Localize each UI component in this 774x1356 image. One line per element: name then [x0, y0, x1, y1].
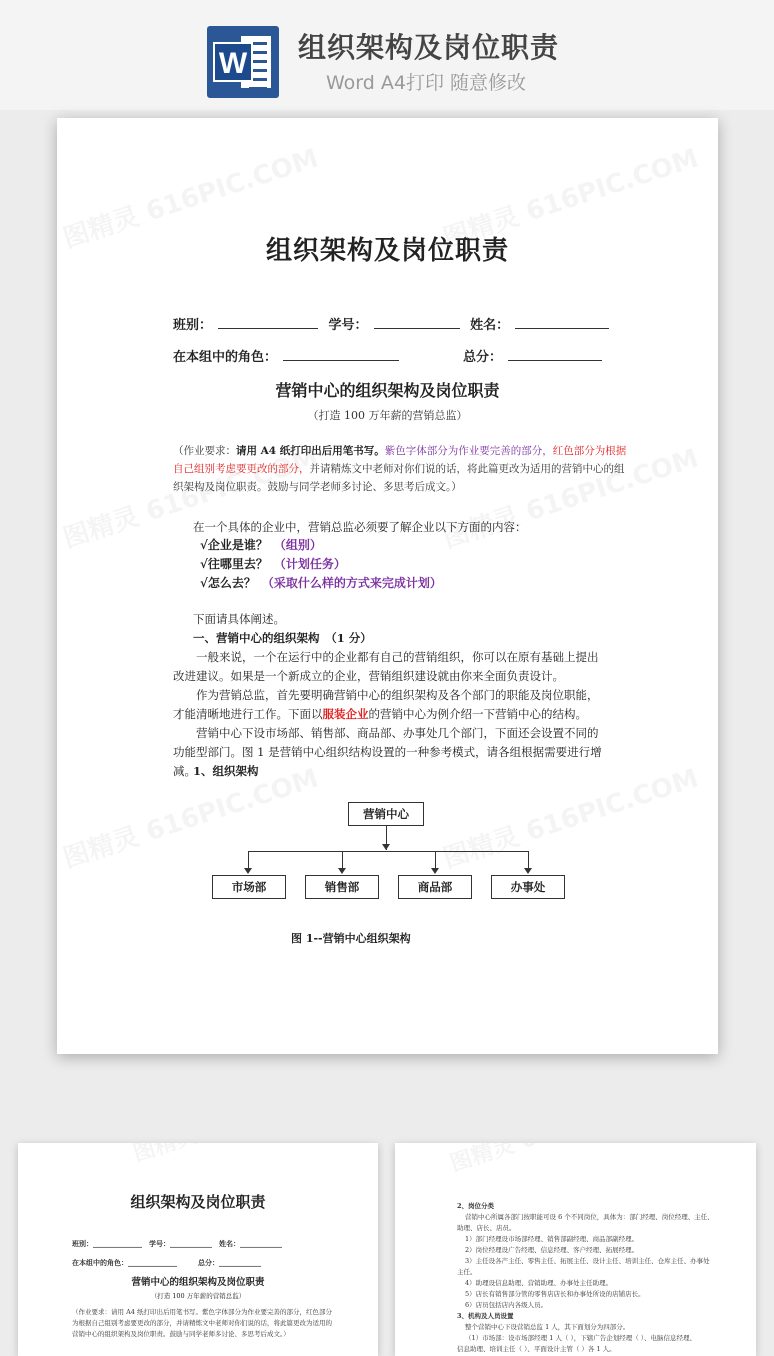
field-row-2	[173, 346, 405, 365]
student-id-label: 学号：	[328, 318, 368, 333]
check-item	[200, 574, 442, 591]
preview-section-subtitle: （打造 100 万年薪的营销总监）	[150, 1292, 246, 1300]
watermark	[446, 1143, 670, 1178]
field-row-2-score	[463, 346, 608, 365]
paragraph-1: 一般来说，一个在运行中的企业都有自己的营销组织，你可以在原有基础上提出改进建议。如果是一个新成立的企业，营销组织建设就由你来全面负责设计。	[173, 650, 599, 683]
org-child-box: 商品部	[398, 875, 472, 899]
preview-line: 6）店员包括店内各级人员。	[465, 1301, 548, 1309]
preview-line: 整个营销中心下设营销总监 1 人，其下面划分为四部分。	[465, 1323, 630, 1331]
preview-line: 3、机构及人员设置	[457, 1312, 514, 1320]
org-arrow	[524, 868, 532, 874]
check-question: √往哪里去？	[200, 557, 268, 571]
section-subtitle: （打造 100 万年薪的营销总监）	[307, 409, 468, 422]
student-id-blank	[374, 317, 460, 329]
name-blank	[515, 317, 609, 329]
preview-req-line: （作业要求：请用 A4 纸打印出后用笔书写。紫色字体部分为作业要完善的部分，红色部分	[72, 1308, 332, 1316]
paragraph-3: 营销中心下设市场部、销售部、商品部、办事处几个部门，下面还会设置不同的功能型部门。图 1 是营销中心组织结构设置的一种参考模式，请各组根据需要进行增减。	[173, 726, 602, 778]
preview-field-row: 在本组中的角色：______________ 总分：____________	[72, 1258, 261, 1267]
intro-text: 在一个具体的企业中，营销总监必须要了解企业以下方面的内容：	[193, 520, 527, 534]
check-item	[200, 555, 346, 572]
header-subtitle: Word A4打印 随意修改	[326, 72, 527, 94]
org-arrow	[382, 844, 390, 850]
preview-line: （1）市场部：设市场部经理 1 人（ ），下辖广告企划经理（ ）、电脑信息经理、	[465, 1334, 697, 1342]
preview-field-row: 班别：______________ 学号：____________ 姓名：____________	[72, 1239, 282, 1248]
header-title: 组织架构及岗位职责	[298, 31, 560, 64]
watermark	[129, 1143, 353, 1168]
req-red: 红色部分为根据自己组别考虑要更改的部分，	[173, 445, 627, 475]
preview-line: 1）部门经理设市场部经理、销售部副经理、商品部副经理。	[465, 1235, 639, 1243]
score-label: 总分：	[463, 350, 503, 365]
heading-1: 一、营销中心的组织架构 （1 分）	[193, 631, 372, 645]
org-root-box: 营销中心	[348, 802, 424, 826]
check-hint: （组别）	[273, 538, 322, 552]
p2-red: 服装企业	[322, 707, 369, 721]
check-hint: （采取什么样的方式来完成计划）	[261, 576, 442, 590]
preview-line: 5）店长有销售部分管的零售店店长和办事处所设的店铺店长。	[465, 1290, 645, 1298]
heading-2: 1、组织架构	[193, 764, 259, 778]
figure-caption: 图 1--营销中心组织架构	[291, 932, 411, 945]
paragraph-2	[173, 686, 603, 724]
score-blank	[508, 349, 602, 361]
class-label: 班别：	[173, 318, 213, 333]
preview-line: 3）主任设各产主任、零售主任、拓展主任、设计主任、培训主任、仓库主任、办事处	[465, 1257, 710, 1265]
req-bold: 请用 A4 纸打印出后用笔书写。	[236, 445, 385, 457]
preview-line: 营销中心所属各部门按职能可设 6 个不同岗位，具体为：部门经理、岗位经理、主任、	[465, 1213, 714, 1221]
org-arrow	[431, 868, 439, 874]
preview-req-line: 营销中心的组织架构及岗位职责。鼓励与同学老师多讨论、多思考后成文。）	[72, 1330, 290, 1338]
req-rest: 并请精炼文中老师对你们说的话，将此篇更改为适用的营销中心的组织架构及岗位职责。鼓励与同学老师多讨论、多思考后成文。）	[173, 463, 625, 493]
preview-title: 组织架构及岗位职责	[130, 1193, 266, 1211]
below-text: 下面请具体阐述。	[193, 612, 285, 626]
role-blank	[283, 349, 399, 361]
check-question: √怎么去？	[200, 576, 256, 590]
requirement-note	[173, 442, 631, 496]
preview-line: 助理、店长、店员。	[457, 1224, 516, 1232]
p2-b: 的营销中心为例介绍一下营销中心的结构。	[368, 707, 587, 721]
word-icon-letter: W	[213, 42, 253, 82]
preview-line: 2）岗位经理设广告经理、信息经理、客户经理、拓展经理。	[465, 1246, 639, 1254]
org-connector	[248, 851, 528, 852]
section-title: 营销中心的组织架构及岗位职责	[275, 381, 500, 400]
preview-req-line: 为根据自己组别考虑要更改的部分，并请精炼文中老师对你们说的话，将此篇更改为适用的	[72, 1319, 332, 1327]
req-purple: 紫色字体部分为作业要完善的部分，	[384, 445, 553, 457]
field-row-1	[173, 314, 615, 333]
org-arrow	[338, 868, 346, 874]
org-child-box: 办事处	[491, 875, 565, 899]
check-item	[200, 536, 322, 553]
doc-title: 组织架构及岗位职责	[265, 236, 509, 266]
org-child-box: 市场部	[212, 875, 286, 899]
word-icon	[207, 26, 279, 98]
preview-page-left	[18, 1143, 378, 1356]
preview-line: 主任。	[457, 1268, 477, 1276]
p2-a: 作为营销总监，首先要明确营销中心的组织架构及各个部门的职能及岗位职能，才能清晰地进行工作。下面以	[173, 688, 599, 721]
name-label: 姓名：	[470, 318, 510, 333]
preview-line: 4）助理设信息助理、营销助理、办事处主任助理。	[465, 1279, 613, 1287]
org-child-box: 销售部	[305, 875, 379, 899]
preview-page-right	[395, 1143, 756, 1356]
check-question: √企业是谁？	[200, 538, 268, 552]
document-page	[57, 118, 718, 1054]
role-label: 在本组中的角色：	[173, 350, 278, 365]
check-hint: （计划任务）	[273, 557, 346, 571]
req-prefix: （作业要求：	[173, 445, 236, 457]
preview-section-title: 营销中心的组织架构及岗位职责	[131, 1277, 265, 1288]
promo-header	[0, 0, 774, 110]
org-arrow	[244, 868, 252, 874]
class-blank	[218, 317, 318, 329]
preview-line: 2、岗位分类	[457, 1202, 495, 1210]
preview-line: 信息助理、培训主任（ ）、平面设计主管（ ）各 1 人。	[457, 1345, 616, 1353]
